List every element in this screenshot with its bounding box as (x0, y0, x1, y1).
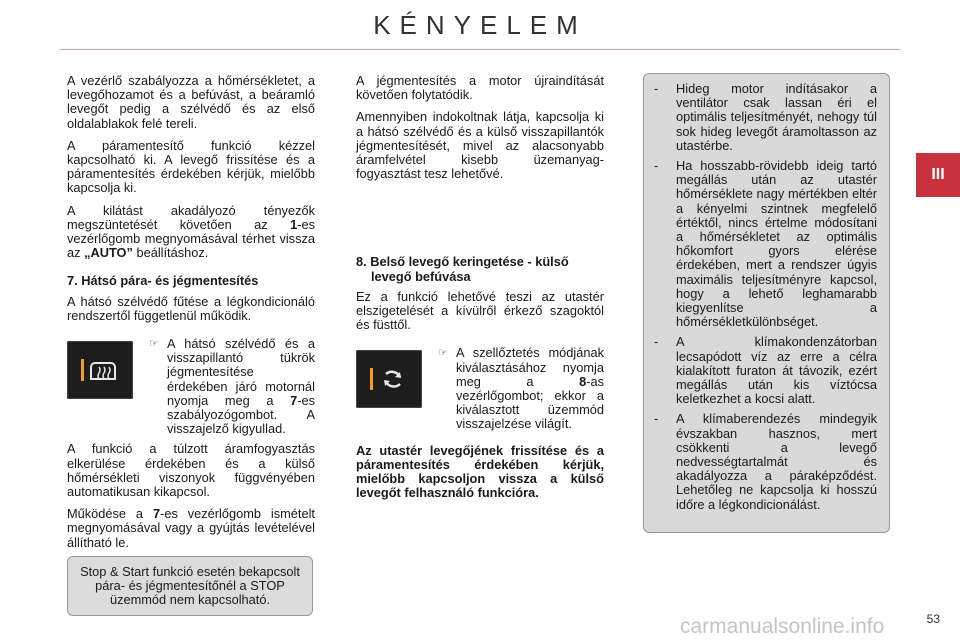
pointer-icon: ☞ (438, 347, 448, 360)
section-heading-recirculation: 8. Belső levegő keringetése - külső levegő befúvása (356, 254, 569, 284)
paragraph: Amennyiben indokoltnak látja, kapcsolja ki a hátsó szélvédő és a külső visszapillantók jégmentesítését, mivel az alacsonyabb áramfelvétel kisebb üzemanyag-fogyasztást tesz lehetővé. (356, 109, 604, 182)
paragraph: Működése a 7-es vezérlőgomb ismételt megnyomásával vagy a gyújtás levételével állítható le. (67, 506, 315, 550)
title-divider (60, 49, 900, 50)
list-item: - A klímakondenzátorban lecsapódott víz az erre a célra kialakított furaton át távozik, ezért megállás után kis víztócsa keletkezhet a kocsi alatt. (654, 334, 877, 407)
list-item: - Ha hosszabb-rövidebb ideig tartó megállás után az utastér hőmérséklete nagy mértékben eltér a kényelmi szintnek megfelelő értéktől, nincs értelme módosítani a hőmérsékletet az optimális hőkomfort gyors elérése érdekében, mert a rendszer úgyis maximális teljesítményre kapcsol, hogy a lehető leghamarabb kiegyenlítse a hőmérsékletkülönbséget. (654, 158, 877, 330)
recirculation-instruction (356, 346, 604, 431)
paragraph: A kilátást akadályozó tényezők megszüntetését követően az 1-es vezérlőgomb megnyomásával térhet vissza az „AUTO” beállításhoz. (67, 202, 315, 261)
list-item: - Hideg motor indításakor a ventilátor csak lassan éri el optimális teljesítményét, nehogy túl sok hideg levegőt áramoltasson az utastérbe. (654, 81, 877, 153)
left-column (67, 74, 315, 558)
watermark: carmanualsonline.info (680, 615, 885, 638)
page-title: KÉNYELEM (373, 10, 587, 40)
paragraph: A funkció a túlzott áramfogyasztás elkerülése érdekében és a külső hőmérsékleti viszonyok függvényében automatikusan kikapcsol. (67, 441, 315, 500)
section-heading-rear-defrost: 7. Hátsó pára- és jégmentesítés (67, 273, 259, 289)
paragraph: Ez a funkció lehetővé teszi az utastér elszigetelését a kívülről érkező szagoktól és füsttől. (356, 288, 604, 333)
instruction-text: A hátsó szélvédő és a visszapillantó tükrök jégmentesítése érdekében járó motornál nyomja meg a 7-es szabályozógombot. A visszajelző kigyullad. (167, 336, 315, 437)
stop-start-note: Stop & Start funkció esetén bekapcsolt pára- és jégmentesítőnél a STOP üzemmód nem kapcsolható. (67, 556, 313, 616)
paragraph: A hátsó szélvédő fűtése a légkondicionáló rendszertől függetlenül működik. (67, 293, 315, 323)
page-number: 53 (926, 612, 940, 626)
pointer-icon: ☞ (149, 338, 159, 351)
instruction-text: A szellőztetés módjának kiválasztásához nyomja meg a 8-as vezérlőgombot; ekkor a kiválasztott üzemmód visszajelzése világít. (456, 345, 604, 432)
paragraph: A páramentesítő funkció kézzel kapcsolható ki. A levegő frissítése és a páramentesítés érdekében kérjük, mielőbb kapcsolja ki. (67, 137, 315, 196)
recirculation-button-image (356, 350, 422, 408)
rear-defrost-instruction (67, 337, 315, 436)
advice-box (643, 73, 890, 533)
list-item: - A klímaberendezés mindegyik évszakban hasznos, mert csökkenti a levegő nedvességtartalmát és akadályozza a páraképződést. Lehetőleg ne kapcsolja ki hosszú időre a légkondicionálást. (654, 411, 877, 512)
paragraph: A jégmentesítés a motor újraindítását követően folytatódik. (356, 73, 604, 103)
rear-defrost-button-image (67, 341, 133, 399)
middle-column (356, 74, 604, 508)
paragraph: A vezérlő szabályozza a hőmérsékletet, a levegőhozamot és a befúvást, a beáramló levegőt pedig a szélvédő és az első oldalablakok felé tereli. (67, 73, 315, 131)
chapter-tab[interactable]: III (916, 153, 960, 197)
emphasis-paragraph: Az utastér levegőjének frissítése és a páramentesítés érdekében kérjük, mielőbb kapcsoljon vissza a külső levegőt felhasználó funkcióra. (356, 442, 604, 501)
